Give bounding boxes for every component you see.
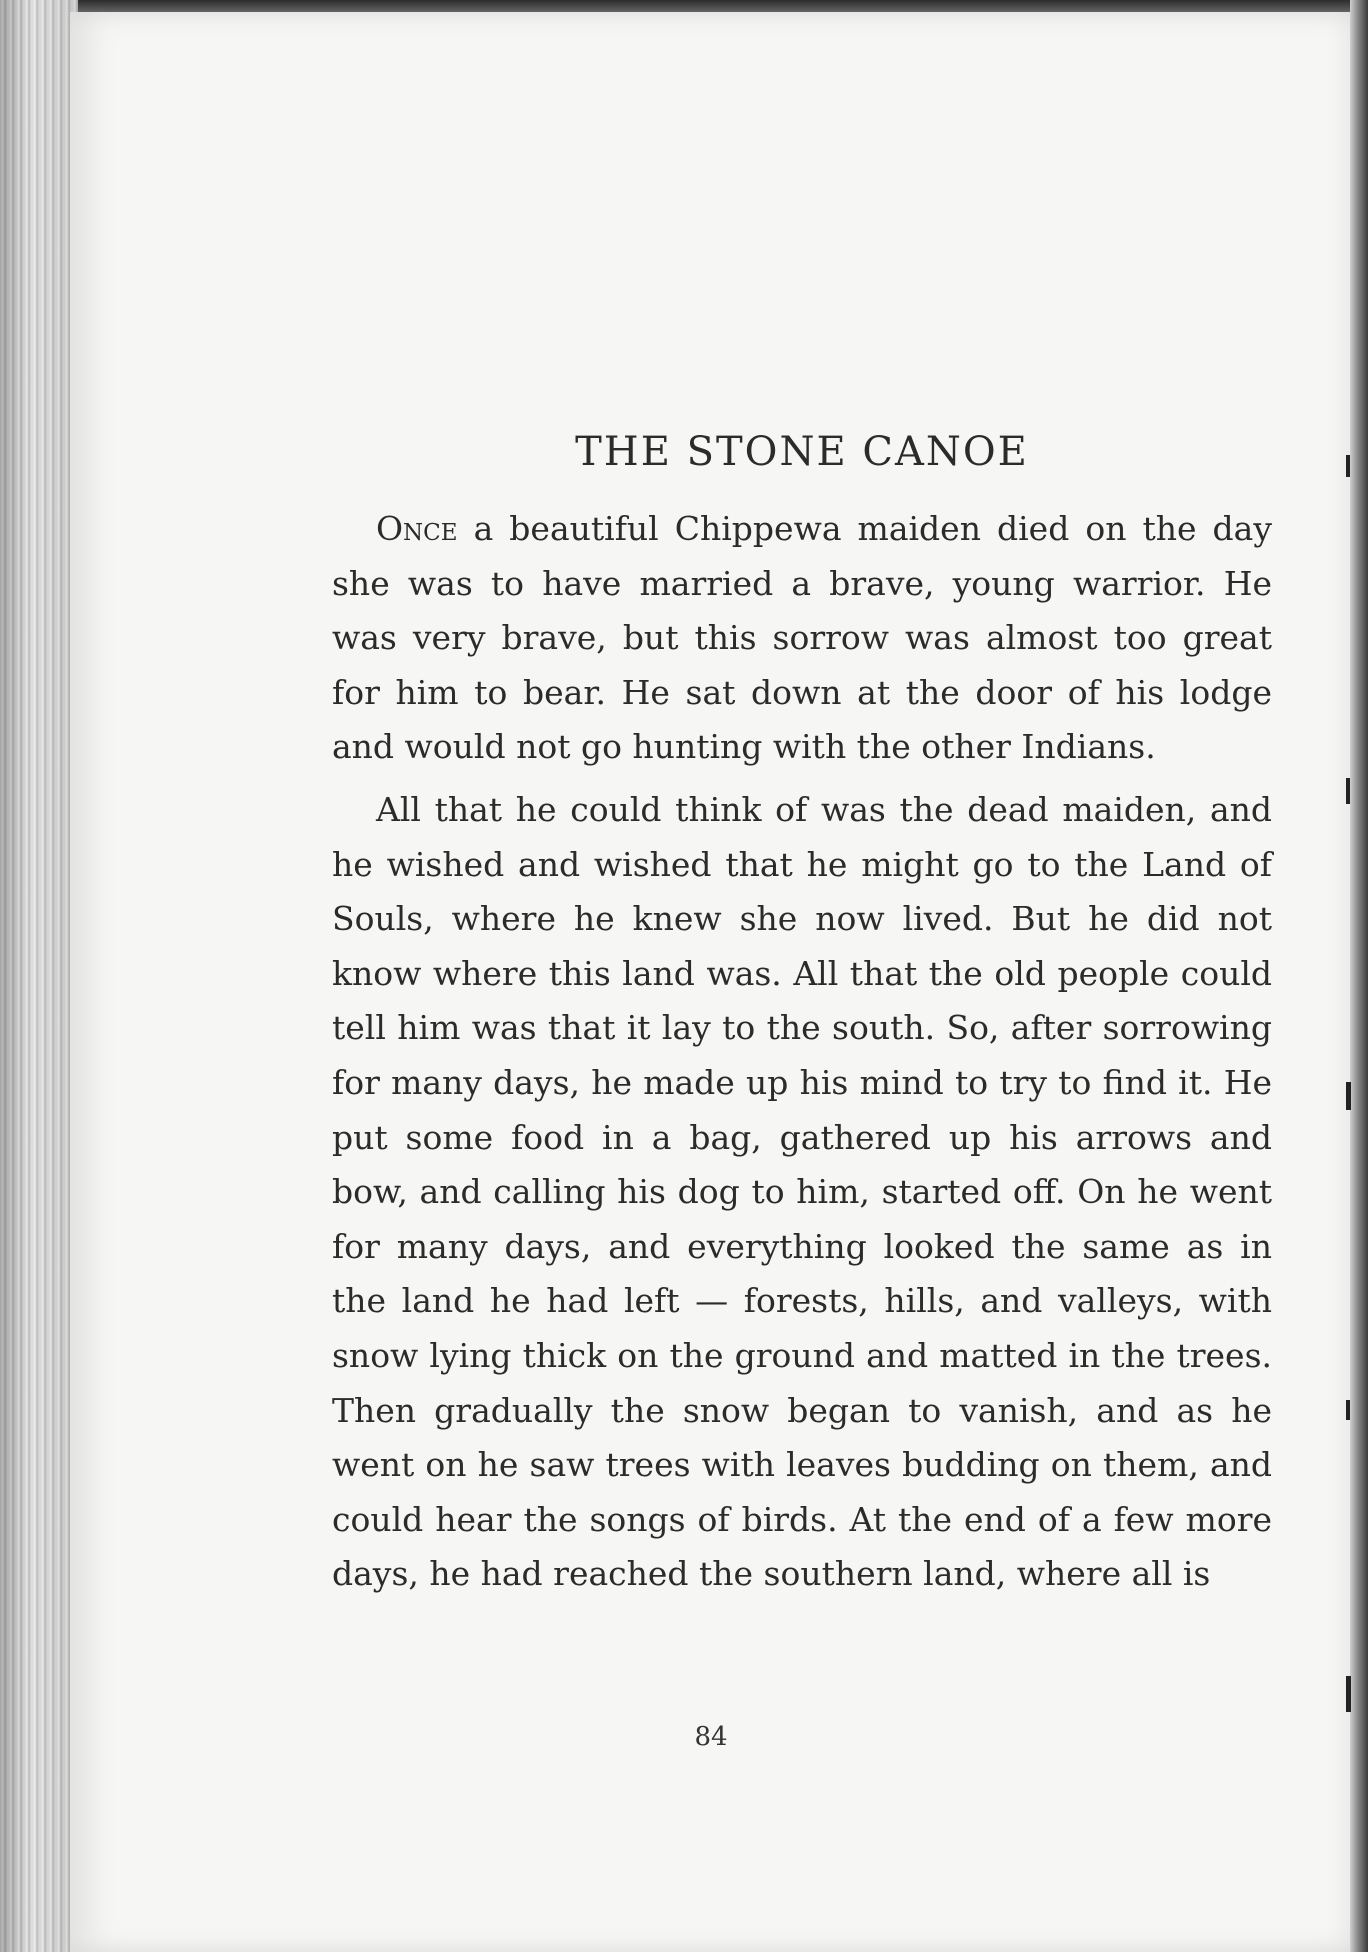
- paragraph-1-text: a beautiful Chippewa maiden died on the day she was to have married a brave, young warrior. He was very brave, but this sorrow was almost too great for him to bear. He sat down at the door of his lodge and would not go hunting with the other Indians.: [332, 509, 1272, 767]
- chapter-title: THE STONE CANOE: [575, 429, 1029, 475]
- binding-mark: [1346, 1676, 1351, 1712]
- page-number: 84: [694, 1722, 728, 1752]
- right-page-edge: [1350, 0, 1368, 1952]
- binding-mark: [1346, 1082, 1351, 1110]
- paragraph-1-lead-word: Once: [376, 509, 458, 548]
- text-block: [332, 422, 1272, 1602]
- binding-mark: [1346, 1400, 1350, 1420]
- left-page-edges: [0, 0, 78, 1952]
- binding-mark: [1346, 778, 1350, 804]
- book-page: [70, 12, 1352, 1952]
- binding-mark: [1346, 455, 1350, 477]
- paragraph-2: [332, 783, 1272, 1602]
- paragraph-1: [332, 502, 1272, 775]
- paragraph-2-text: All that he could think of was the dead maiden, and he wished and wished that he might go to the Land of Souls, where he knew she now lived. But he did not know where this land was. All that the old people could tell him was that it lay to the south. So, after sorrowing for many days, he made up his mind to try to find it. He put some food in a bag, gathered up his arrows and bow, and calling his dog to him, started off. On he went for many days, and everything looked the same as in the land he had left — forests, hills, and valleys, with snow lying thick on the ground and matted in the trees. Then gradually the snow began to vanish, and as he went on he saw trees with leaves budding on them, and could hear the songs of birds. At the end of a few more days, he had reached the southern land, where all is: [332, 789, 1272, 1594]
